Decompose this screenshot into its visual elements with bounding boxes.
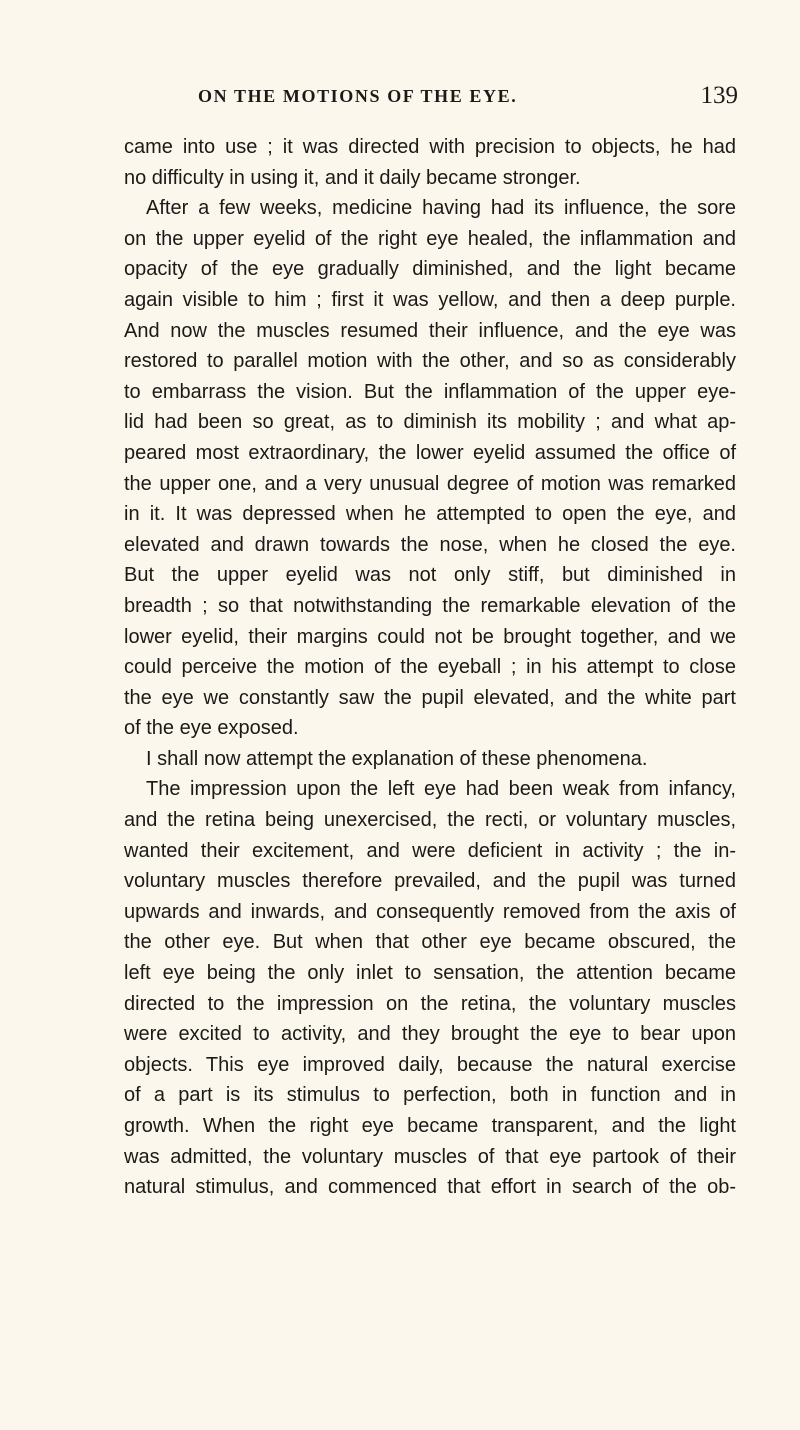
text-line: of a part is its stimulus to perfection, both in function and in (124, 1084, 736, 1107)
text-line: left eye being the only inlet to sensation, the attention became (124, 962, 736, 985)
text-line: growth. When the right eye became transparent, and the light (124, 1115, 736, 1137)
text-line: could perceive the motion of the eyeball ; in his attempt to close (124, 656, 736, 679)
text-line: the eye we constantly saw the pupil elevated, and the white part (124, 686, 736, 709)
text-line: directed to the impression on the retina, the voluntary muscles (124, 992, 736, 1015)
text-line: And now the muscles resumed their influence, and the eye was (124, 319, 736, 342)
text-line: again visible to him ; first it was yellow, and then a deep purple. (124, 288, 736, 311)
text-line: opacity of the eye gradually diminished, and the light became (124, 258, 736, 281)
text-line: were excited to activity, and they brought the eye to bear upon (124, 1023, 736, 1046)
text-line: on the upper eyelid of the right eye healed, the inflammation and (124, 227, 736, 250)
text-line: upwards and inwards, and consequently removed from the axis of (124, 900, 736, 923)
text-line: no difficulty in using it, and it daily became stronger. (124, 166, 581, 189)
text-line: wanted their excitement, and were deficient in activity ; the in- (124, 839, 736, 862)
running-head (118, 80, 738, 112)
text-line: was admitted, the voluntary muscles of that eye partook of their (124, 1145, 736, 1168)
text-line: After a few weeks, medicine having had its influence, the sore (146, 197, 736, 220)
text-line: restored to parallel motion with the other, and so as considerably (124, 350, 736, 373)
text-line: lower eyelid, their margins could not be brought together, and we (124, 625, 736, 648)
text-line: the upper one, and a very unusual degree of motion was remarked (124, 472, 736, 495)
text-line: the other eye. But when that other eye became obscured, the (124, 931, 736, 954)
text-line: to embarrass the vision. But the inflammation of the upper eye- (124, 380, 736, 403)
page-number: 139 (700, 82, 738, 109)
text-line: in it. It was depressed when he attempted to open the eye, and (124, 503, 736, 526)
body-text (124, 132, 736, 1203)
text-line: and the retina being unexercised, the recti, or voluntary muscles, (124, 809, 736, 832)
text-line: The impression upon the left eye had been weak from infancy, (146, 778, 736, 801)
text-line: peared most extraordinary, the lower eyelid assumed the office of (124, 441, 736, 464)
text-line: But the upper eyelid was not only stiff, but diminished in (124, 564, 736, 587)
text-line: elevated and drawn towards the nose, when he closed the eye. (124, 533, 736, 556)
running-title: ON THE MOTIONS OF THE EYE. (198, 86, 518, 106)
text-line: voluntary muscles therefore prevailed, and the pupil was turned (124, 870, 736, 893)
text-line: I shall now attempt the explanation of these phenomena. (146, 747, 648, 770)
text-line: objects. This eye improved daily, because the natural exercise (124, 1053, 736, 1076)
text-line: of the eye exposed. (124, 717, 299, 740)
text-line: came into use ; it was directed with precision to objects, he had (124, 136, 736, 158)
text-line: breadth ; so that notwithstanding the remarkable elevation of the (124, 594, 736, 617)
text-line: natural stimulus, and commenced that effort in search of the ob- (124, 1176, 736, 1199)
text-line: lid had been so great, as to diminish its mobility ; and what ap- (124, 411, 736, 434)
